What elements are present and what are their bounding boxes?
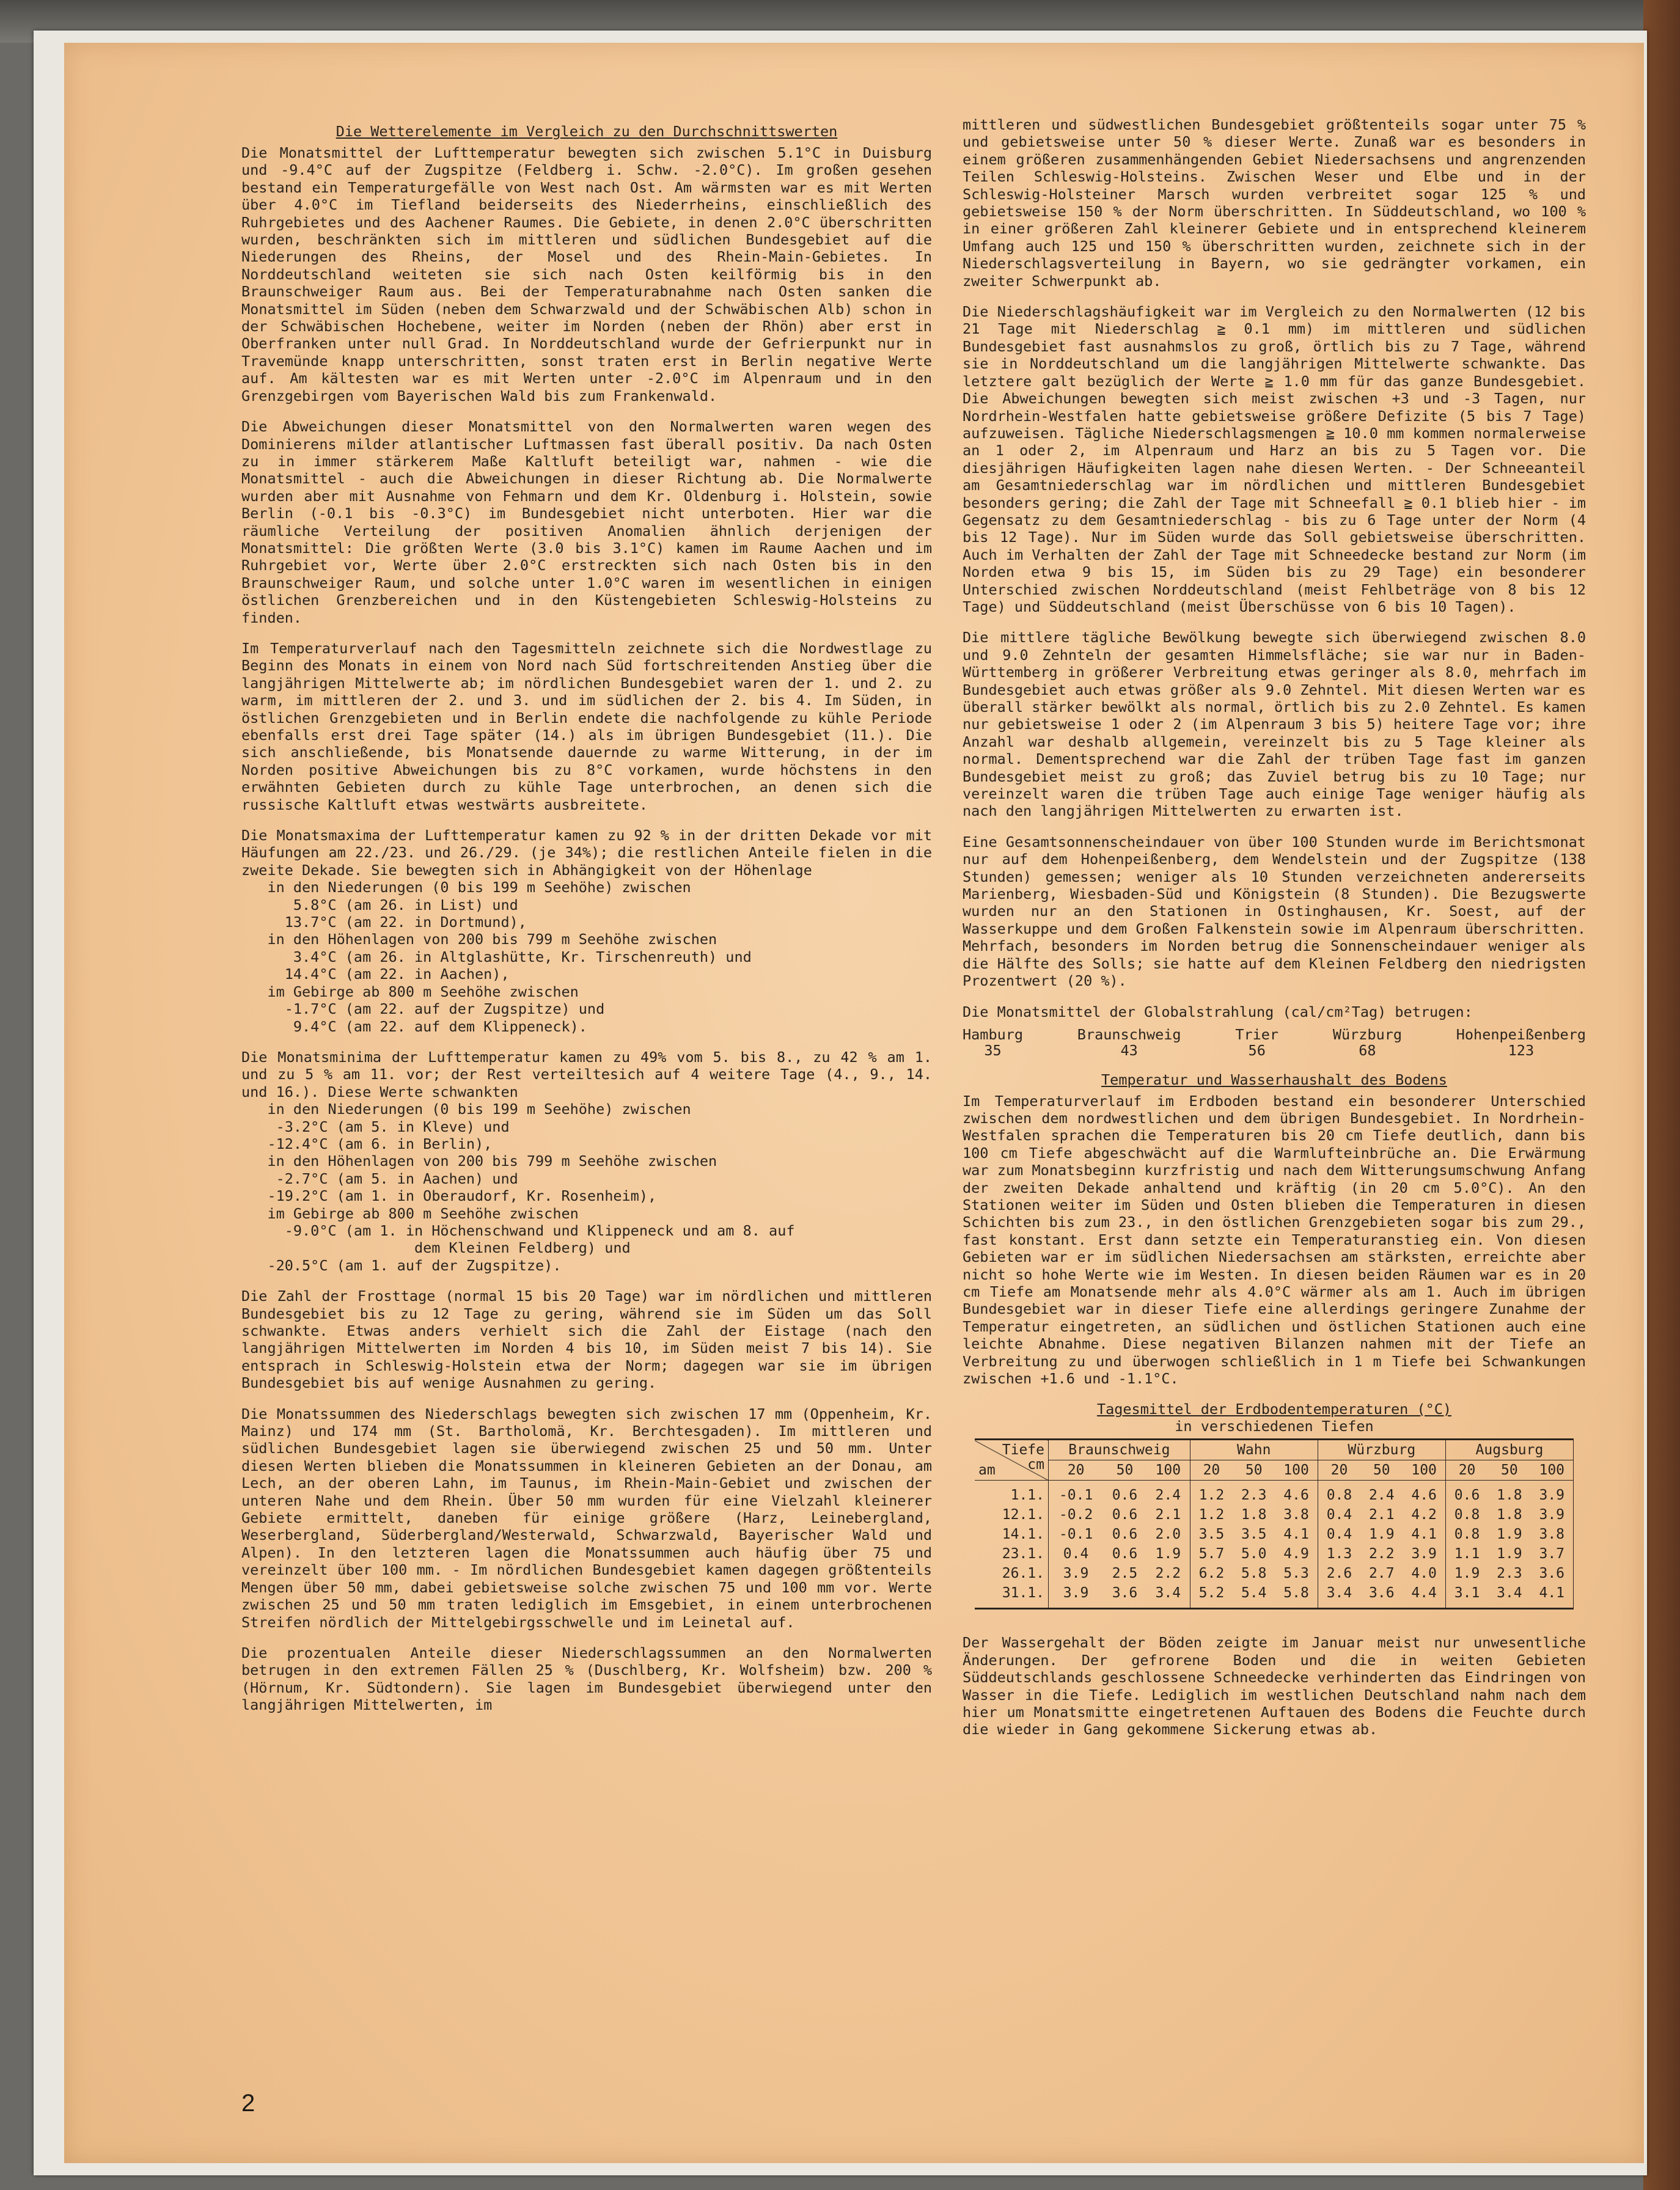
table-value-cell: 5.0 <box>1241 1546 1267 1562</box>
paragraph-precipitation-frequency: Die Niederschlagshäufigkeit war im Vergleich zu den Normalwerten (12 bis 21 Tage mit Niederschlag ≧ 0.1 mm) im mittleren und südlichen Bundesgebiet fast ausnahmslos zu groß, örtlich bis zu 7 Tage, während sie in Norddeutschland um die langjährigen Mittelwerte schwankte. Das letztere galt bezüglich der Werte ≧ 1.0 mm für das ganze Bundesgebiet. Die Abweichungen bewegten sich meist zwischen +3 und -3 Tagen, nur Nordrhein-Westfalen hatte gebietsweise größere Defizite (5 bis 7 Tage) aufzuweisen. Tägliche Niederschlagsmengen ≧ 10.0 mm kommen normalerweise an 1 oder 2, im Alpenraum und Harz an bis zu 5 Tagen vor. Die diesjährigen Häufigkeiten lagen nahe diesen Werten. - Der Schneeanteil am Gesamtniederschlag war im nördlichen und mittleren Bundesgebiet besonders gering; die Zahl der Tage mit Schneefall ≧ 0.1 blieb hier - im Gegensatz zu dem Gesamtniederschlag - bis zu 6 Tage unter der Norm (4 bis 12 Tage). Nur im Süden wurde das Soll gebietsweise überschritten. Auch im Verhalten der Zahl der Tage mit Schneedecke bestand zur Norm (im Norden etwa 9 bis 15, im Süden bis zu 29 Tage) ein besonderer Unterschied zwischen Norddeutschland (meist Fehlbeträge von 8 bis 12 Tage) und Süddeutschland (meist Überschüsse von 6 bis 10 Tagen). <box>963 303 1586 615</box>
global-value: 56 <box>1248 1041 1266 1059</box>
right-column <box>963 116 1586 1752</box>
soil-temperature-table <box>975 1438 1574 1610</box>
table-depth-header: 50 <box>1103 1460 1146 1481</box>
table-value-cell: 3.6 <box>1103 1583 1146 1609</box>
table-value-cell: 2.0 <box>1146 1525 1190 1544</box>
table-value-cell: 0.4 <box>1063 1546 1089 1562</box>
table-subtitle: in verschiedenen Tiefen <box>1175 1418 1374 1435</box>
table-depth-header: 20 <box>1049 1460 1104 1481</box>
table-depth-header: 100 <box>1403 1460 1445 1481</box>
paragraph-precipitation-percent: Die prozentualen Anteile dieser Niederschlagssummen an den Normalwerten betrugen in den extremen Fällen 25 % (Duschlberg, Kr. Wolfsheim) bzw. 200 % (Hörnum, Kr. Südtondern). Sie lagen im Bundesgebiet überwiegend unter den langjährigen Mittelwerten, im <box>241 1644 932 1714</box>
table-value-cell: 2.4 <box>1146 1481 1190 1506</box>
table-station-header: Würzburg <box>1318 1440 1445 1460</box>
table-value-cell: 0.6 <box>1112 1507 1138 1523</box>
table-value-cell: 3.5 <box>1241 1526 1267 1543</box>
paragraph-temperature-means: Die Monatsmittel der Lufttemperatur bewegten sich zwischen 5.1°C in Duisburg und -9.4°C auf der Zugspitze (Feldberg i. Schw. -2.0°C). Im großen gesehen bestand ein Temperaturgefälle von West nach Ost. Am wärmsten war es mit Werten über 4.0°C im Tiefland beiderseits des Niederrheins, einschließlich des Ruhrgebietes und des Aachener Raumes. Die Gebiete, in denen 2.0°C überschritten wurden, beschränkten sich im mittleren und südlichen Bundesgebiet auf die Niederungen des Rheins, der Mosel und des Rhein-Main-Gebietes. In Norddeutschland weiteten sie sich nach Osten keilförmig bis in den Braunschweiger Raum aus. Bei der Temperaturabnahme nach Osten sanken die Monatsmittel im Süden (neben dem Schwarzwald und der Schwäbischen Alb) schon in der Schwäbischen Hochebene, weiter im Norden (neben der Rhön) aber erst in Oberfranken unter null Grad. In Norddeutschland wurde der Gefrierpunkt nur in Travemünde knapp unterschritten, sonst traten erst in Berlin negative Werte auf. Am kältesten war es mit Werten unter -2.0°C im Alpenraum und in den Grenzgebirgen vom Bayerischen Wald bis zum Frankenwald. <box>241 144 932 405</box>
table-value-cell: 3.6 <box>1531 1564 1574 1583</box>
list-maxima: in den Niederungen (0 bis 199 m Seehöhe) zwischen 5.8°C (am 26. in List) und 13.7°C (am 22. in Dortmund), in den Höhenlagen von 200 bis 799 m Seehöhe zwischen 3.4°C (am 26. in Altglashütte, Kr. Tirschenreuth) und 14.4°C (am 22. in Aachen), im Gebirge ab 800 m Seehöhe zwischen -1.7°C (am 22. auf der Zugspitze) und 9.4°C (am 22. auf dem Klippeneck). <box>267 879 752 1035</box>
table-value-cell: 3.9 <box>1531 1505 1574 1525</box>
table-value-cell: 3.4 <box>1318 1583 1360 1609</box>
table-value-cell: 1.9 <box>1369 1526 1395 1543</box>
table-row <box>975 1525 1574 1544</box>
table-value-cell: 4.0 <box>1403 1564 1445 1583</box>
table-value-cell: 3.4 <box>1146 1583 1190 1609</box>
paragraph-precipitation-continued: mittleren und südwestlichen Bundesgebiet größtenteils sogar unter 75 % und gebietsweise unter 50 % dieser Werte. Zunaß war es besonders in einem größeren zusammenhängenden Gebiet Niedersachsens und angrenzenden Teilen Schleswig-Holsteins. Zwischen Weser und Elbe und in der Schleswig-Holsteiner Marsch wurden verbreitet sogar 125 % und gebietsweise 150 % der Norm überschritten. In Süddeutschland, wo 100 % in einer größeren Zahl kleinerer Gebiete und in entsprechend kleinerem Umfang auch 125 und 150 % überschritten wurden, zeichnete sich in der Niederschlagsverteilung in Bayern, wo sie gedrängter vorkamen, ein zweiter Schwerpunkt ab. <box>963 116 1586 290</box>
table-value-cell: 5.8 <box>1241 1566 1267 1582</box>
table-value-cell: 6.2 <box>1198 1566 1225 1582</box>
table-station-header: Braunschweig <box>1049 1440 1190 1460</box>
section-heading-soil: Temperatur und Wasserhaushalt des Bodens <box>1101 1071 1447 1088</box>
table-station-header: Wahn <box>1190 1440 1318 1460</box>
table-value-cell: 1.8 <box>1241 1507 1267 1523</box>
table-value-cell: 2.3 <box>1497 1566 1522 1582</box>
table-date-cell: 1.1. <box>975 1481 1049 1506</box>
table-value-cell: 5.3 <box>1275 1564 1318 1583</box>
table-value-cell: 4.9 <box>1275 1544 1318 1564</box>
table-value-cell: 3.1 <box>1445 1583 1488 1609</box>
table-depth-header: 20 <box>1445 1460 1488 1481</box>
paragraph-temperature-course: Im Temperaturverlauf nach den Tagesmitteln zeichnete sich die Nordwestlage zu Beginn des Monats in einem von Nord nach Süd fortschreitenden Anstieg über die langjährigen Mittelwerte ab; im nördlichen Bundesgebiet waren der 1. und 2. zu warm, im mittleren der 2. und 3. und im südlichen der 2. bis 4. Im Süden, in östlichen Grenzgebieten und in Berlin endete die nachfolgende zu kühle Periode ebenfalls erst drei Tage später (14.) als im übrigen Bundesgebiet (11.). Die sich anschließende, bis Monatsende dauernde zu warme Witterung, in der im Norden positive Abweichungen bis zu 8°C vorkamen, wurde höchstens in den erwähnten Gebieten durch zu kühle Tage unterbrochen, an denen sich die russische Kaltluft etwas westwärts ausbreitete. <box>241 639 932 813</box>
page-number: 2 <box>241 2090 255 2117</box>
table-value-cell: 3.8 <box>1275 1505 1318 1525</box>
table-value-cell: 3.9 <box>1049 1583 1104 1609</box>
table-depth-header: 50 <box>1360 1460 1403 1481</box>
table-value-cell: 2.7 <box>1369 1566 1395 1582</box>
table-date-cell: 31.1. <box>975 1583 1049 1609</box>
table-value-cell: 4.1 <box>1531 1583 1574 1609</box>
table-value-cell: -0.2 <box>1058 1507 1093 1523</box>
table-date-cell: 12.1. <box>975 1505 1049 1525</box>
table-depth-header: 20 <box>1318 1460 1360 1481</box>
paragraph-soil-temperature: Im Temperaturverlauf im Erdboden bestand ein besonderer Unterschied zwischen dem nordwestlichen und dem übrigen Bundesgebiet. In Nordrhein-Westfalen sprachen die Temperaturen bis 20 cm Tiefe deutlich, dann bis 100 cm Tiefe abgeschwächt auf die Warmlufteinbrüche an. Die Erwärmung war zum Monatsbeginn kurzfristig und nach dem Witterungsumschwung Anfang der zweiten Dekade anhaltend und kräftig (in 20 cm 5.0°C). An den Stationen weiter im Süden und Osten blieben die Temperaturen in diesen Schichten bis zum 23., in den östlichen Grenzgebieten sogar bis zum 29., fast konstant. Erst dann setzte ein Temperaturanstieg ein. Von diesen Gebieten war er im südlichen Niedersachsen am stärksten, erreichte aber nicht so hohe Werte wie im Westen. In diesen beiden Räumen war es in 20 cm Tiefe am Monatsende mehr als 4.0°C wärmer als am 1. Auch im übrigen Bundesgebiet war in dieser Tiefe eine allerdings geringere Zunahme der Temperatur eingetreten, an südlichen und östlichen Stationen auch eine leichte Abnahme. Diese negativen Bilanzen nahmen mit der Tiefe an Verbreitung zu und überwogen schließlich in 1 m Tiefe bei Schwankungen zwischen +1.6 und -1.1°C. <box>963 1092 1586 1387</box>
table-value-cell: 3.6 <box>1360 1583 1403 1609</box>
table-value-cell: 3.8 <box>1531 1525 1574 1544</box>
table-value-cell: 4.1 <box>1275 1525 1318 1544</box>
paragraph-maxima-intro: Die Monatsmaxima der Lufttemperatur kamen zu 92 % in der dritten Dekade vor mit Häufungen am 22./23. und 26./29. (je 34%); die restlichen Anteile fielen in die zweite Dekade. Sie bewegten sich in Abhängigkeit von der Höhenlage <box>241 827 932 879</box>
global-radiation-values <box>963 1027 1586 1058</box>
global-station: Würzburg <box>1332 1025 1403 1043</box>
table-station-header: Augsburg <box>1445 1440 1573 1460</box>
table-value-cell: 3.7 <box>1531 1544 1574 1564</box>
table-value-cell: 1.1 <box>1454 1546 1480 1562</box>
paragraph-temperature-deviations: Die Abweichungen dieser Monatsmittel von den Normalwerten waren wegen des Dominierens milder atlantischer Luftmassen fast überall positiv. Da nach Osten zu in immer stärkerem Maße Kaltluft beteiligt war, nahmen - wie die Monatsmittel - auch die Abweichungen in dieser Richtung ab. Die Normalwerte wurden aber mit Ausnahme von Fehmarn und dem Kr. Oldenburg i. Holstein, sowie Berlin (-0.1 bis -0.3°C) im Bundesgebiet nicht unterboten. Hier war die räumliche Verteilung der positiven Anomalien ähnlich derjenigen der Monatsmittel: Die größten Werte (3.0 bis 3.1°C) kamen im Raume Aachen und im Ruhrgebiet vor, Werte über 2.0°C erstreckten sich nach Osten bis in den Braunschweiger Raum, und solche unter 1.0°C waren im wesentlichen in einigen östlichen Grenzbereichen und in den Küstengebieten Schleswig-Holsteins zu finden. <box>241 418 932 626</box>
table-corner-depth: Tiefe <box>1002 1442 1044 1459</box>
table-value-cell: 3.4 <box>1488 1583 1530 1609</box>
table-value-cell: 0.4 <box>1326 1507 1352 1523</box>
table-value-cell: 1.9 <box>1497 1526 1522 1543</box>
global-value: 68 <box>1359 1041 1376 1059</box>
table-value-cell: 2.6 <box>1326 1566 1352 1582</box>
table-value-cell: 0.8 <box>1326 1487 1352 1504</box>
table-value-cell: 4.2 <box>1403 1505 1445 1525</box>
table-row <box>975 1564 1574 1583</box>
table-value-cell: 2.4 <box>1369 1487 1395 1504</box>
table-value-cell: 4.1 <box>1403 1525 1445 1544</box>
table-value-cell: 0.8 <box>1454 1507 1480 1523</box>
table-row <box>975 1481 1574 1506</box>
global-value: 43 <box>1120 1041 1138 1059</box>
table-row <box>975 1583 1574 1609</box>
table-value-cell: 5.7 <box>1198 1546 1225 1562</box>
table-value-cell: 3.9 <box>1063 1566 1089 1582</box>
table-date-cell: 14.1. <box>975 1525 1049 1544</box>
left-column <box>241 122 932 1727</box>
table-value-cell: -0.1 <box>1058 1526 1093 1543</box>
list-minima: in den Niederungen (0 bis 199 m Seehöhe) zwischen -3.2°C (am 5. in Kleve) und -12.4°C (am 6. in Berlin), in den Höhenlagen von 200 bis 799 m Seehöhe zwischen -2.7°C (am 5. in Aachen) und -19.2°C (am 1. in Oberaudorf, Kr. Rosenheim), im Gebirge ab 800 m Seehöhe zwischen -9.0°C (am 1. in Höchenschwand und Klippeneck und am 8. auf dem Kleinen Feldberg) und -20.5°C (am 1. auf der Zugspitze). <box>267 1100 795 1274</box>
table-value-cell: 1.9 <box>1497 1546 1522 1562</box>
table-value-cell: 0.6 <box>1112 1546 1138 1562</box>
table-date-cell: 26.1. <box>975 1564 1049 1583</box>
table-value-cell: 3.9 <box>1403 1544 1445 1564</box>
table-row <box>975 1505 1574 1525</box>
paragraph-cloudiness: Die mittlere tägliche Bewölkung bewegte sich überwiegend zwischen 8.0 und 9.0 Zehnteln der gesamten Himmelsfläche; sie war nur in Baden-Württemberg in größerer Verbreitung etwas geringer als 8.0, mehrfach im Bundesgebiet auch etwas größer als 9.0 Zehntel. Mit diesen Werten war es überall stärker bewölkt als normal, örtlich bis zu 2.0 Zehntel. Es kamen nur gebietsweise 1 oder 2 (im Alpenraum 3 bis 5) heitere Tage vor; ihre Anzahl war deshalb allgemein, vereinzelt bis zu 5 Tage kleiner als normal. Dementsprechend war die Zahl der trüben Tage fast im ganzen Bundesgebiet meist zu groß; das Zuviel betrug bis zu 10 Tage; nur vereinzelt waren die trüben Tage auch einige Tage weniger häufig als nach den langjährigen Mittelwerten zu erwarten ist. <box>963 629 1586 820</box>
global-value: 35 <box>984 1041 1002 1059</box>
table-value-cell: 3.9 <box>1531 1481 1574 1506</box>
table-value-cell: 2.3 <box>1241 1487 1267 1504</box>
table-value-cell: 2.5 <box>1112 1566 1138 1582</box>
table-value-cell: 1.3 <box>1326 1546 1352 1562</box>
paragraph-soil-water: Der Wassergehalt der Böden zeigte im Januar meist nur unwesentliche Änderungen. Der gefrorene Boden und die in weiten Gebieten Süddeutschlands geschlossene Schneedecke verhinderten das Eindringen von Wasser in die Tiefe. Lediglich im westlichen Deutschland nahm nach dem hier um Monatsmitte eingetretenen Auftauen des Bodens die Feuchte durch die wieder in Gang gekommene Sickerung etwas ab. <box>963 1634 1586 1738</box>
table-value-cell: 1.9 <box>1454 1566 1480 1582</box>
table-value-cell: 2.1 <box>1146 1505 1190 1525</box>
global-radiation-intro: Die Monatsmittel der Globalstrahlung (cal/cm²Tag) betrugen: <box>963 1003 1473 1020</box>
table-depth-header: 50 <box>1233 1460 1275 1481</box>
paragraph-frost-days: Die Zahl der Frosttage (normal 15 bis 20 Tage) war im nördlichen und mittleren Bundesgebiet bis zu 12 Tage zu gering, während sie im Süden um das Soll schwankte. Etwas anders verhielt sich die Zahl der Eistage (nach den langjährigen Mittelwerten im Norden 4 bis 10, im Süden meist 7 bis 14). Sie entsprach in Schleswig-Holstein etwa der Norm; dagegen war sie im übrigen Bundesgebiet bis auf wenige Ausnahmen zu gering. <box>241 1287 932 1392</box>
table-caption <box>963 1401 1586 1435</box>
table-corner-date: am <box>978 1462 996 1479</box>
table-value-cell: 1.2 <box>1198 1507 1225 1523</box>
table-value-cell: 3.5 <box>1198 1526 1225 1543</box>
table-value-cell: 0.4 <box>1326 1526 1352 1543</box>
global-station: Trier <box>1235 1025 1279 1043</box>
table-value-cell: 5.4 <box>1233 1583 1275 1609</box>
table-value-cell: 0.6 <box>1112 1487 1138 1504</box>
table-row <box>975 1544 1574 1564</box>
paragraph-precipitation-sums: Die Monatssummen des Niederschlags bewegten sich zwischen 17 mm (Oppenheim, Kr. Mainz) und 174 mm (St. Bartholomä, Kr. Berchtesgaden). Im mittleren und südlichen Bundesgebiet lagen sie überwiegend zwischen 25 und 50 mm. Unter diesen Werten blieben die Monatssummen in kleineren Gebieten an der Donau, am Lech, an der oberen Lahn, im Taunus, im Rhein-Main-Gebiet und zwischen der unteren Nahe und dem Rhein. Über 50 mm wurden für eine Vielzahl kleinerer Gebiete ermittelt, daneben für einige größere (Harz, Leinebergland, Weserbergland, Süderbergland/Westerwald, Schwarzwald, Bayerischer Wald und Alpen). In den letzteren lagen die Monatssummen auch häufig über 75 und vereinzelt über 100 mm. - Im nördlichen Bundesgebiet kamen dagegen größtenteils Mengen über 50 mm, dabei gebietsweise solche zwischen 75 und 100 mm vor. Werte zwischen 25 und 50 mm traten lediglich im Emsgebiet, in einem unterbrochenen Streifen nördlich der Mittelgebirgsschwelle und im Leinetal auf. <box>241 1405 932 1631</box>
section-heading-weather: Die Wetterelemente im Vergleich zu den Durchschnittswerten <box>336 123 838 140</box>
table-date-cell: 23.1. <box>975 1544 1049 1564</box>
document-page <box>64 43 1644 2163</box>
table-value-cell: 5.2 <box>1190 1583 1233 1609</box>
table-value-cell: 4.6 <box>1403 1481 1445 1506</box>
table-depth-header: 100 <box>1531 1460 1574 1481</box>
global-station: Braunschweig <box>1077 1025 1181 1043</box>
table-value-cell: 2.2 <box>1369 1546 1395 1562</box>
table-value-cell: 5.8 <box>1275 1583 1318 1609</box>
table-value-cell: 1.8 <box>1497 1507 1522 1523</box>
binder-spine <box>1643 0 1680 2190</box>
table-title: Tagesmittel der Erdbodentemperaturen (°C) <box>1096 1401 1452 1418</box>
table-value-cell: 0.8 <box>1454 1526 1480 1543</box>
table-corner-unit: cm <box>1027 1457 1044 1473</box>
table-depth-header: 100 <box>1275 1460 1318 1481</box>
table-corner-cell <box>975 1440 1049 1481</box>
table-value-cell: 4.6 <box>1275 1481 1318 1506</box>
table-depth-header: 20 <box>1190 1460 1233 1481</box>
table-value-cell: 1.2 <box>1198 1487 1225 1504</box>
paragraph-sunshine: Eine Gesamtsonnenscheindauer von über 100 Stunden wurde im Berichtsmonat nur auf dem Hohenpeißenberg, dem Wendelstein und der Zugspitze (138 Stunden) gemessen; weniger als 10 Stunden verzeichneten andererseits Marienberg, Wiesbaden-Süd und Königstein (8 Stunden). Die Bezugswerte wurden nur an den Stationen in Ostinghausen, Kr. Soest, auf der Wasserkuppe und dem Großen Falkenstein sowie im Alpenraum überschritten. Mehrfach, besonders im Norden betrug die Sonnenscheindauer weniger als die Hälfte des Solls; sie hatte auf dem Kleinen Feldberg den niedrigsten Prozentwert (20 %). <box>963 833 1586 990</box>
table-value-cell: 2.1 <box>1369 1507 1395 1523</box>
table-value-cell: 1.8 <box>1497 1487 1522 1504</box>
table-value-cell: -0.1 <box>1058 1487 1093 1504</box>
table-value-cell: 4.4 <box>1403 1583 1445 1609</box>
global-value: 123 <box>1508 1041 1535 1059</box>
table-value-cell: 1.9 <box>1146 1544 1190 1564</box>
table-depth-header: 100 <box>1146 1460 1190 1481</box>
table-value-cell: 0.6 <box>1454 1487 1480 1504</box>
table-depth-header: 50 <box>1488 1460 1530 1481</box>
table-value-cell: 2.2 <box>1146 1564 1190 1583</box>
global-station: Hamburg <box>963 1025 1024 1043</box>
global-station: Hohenpeißenberg <box>1456 1025 1586 1043</box>
paragraph-minima-intro: Die Monatsminima der Lufttemperatur kamen zu 49% vom 5. bis 8., zu 42 % am 1. und zu 5 % am 11. vor; der Rest verteiltesich auf 4 weitere Tage (4., 9., 14. und 16.). Diese Werte schwankten <box>241 1048 932 1100</box>
table-value-cell: 0.6 <box>1112 1526 1138 1543</box>
